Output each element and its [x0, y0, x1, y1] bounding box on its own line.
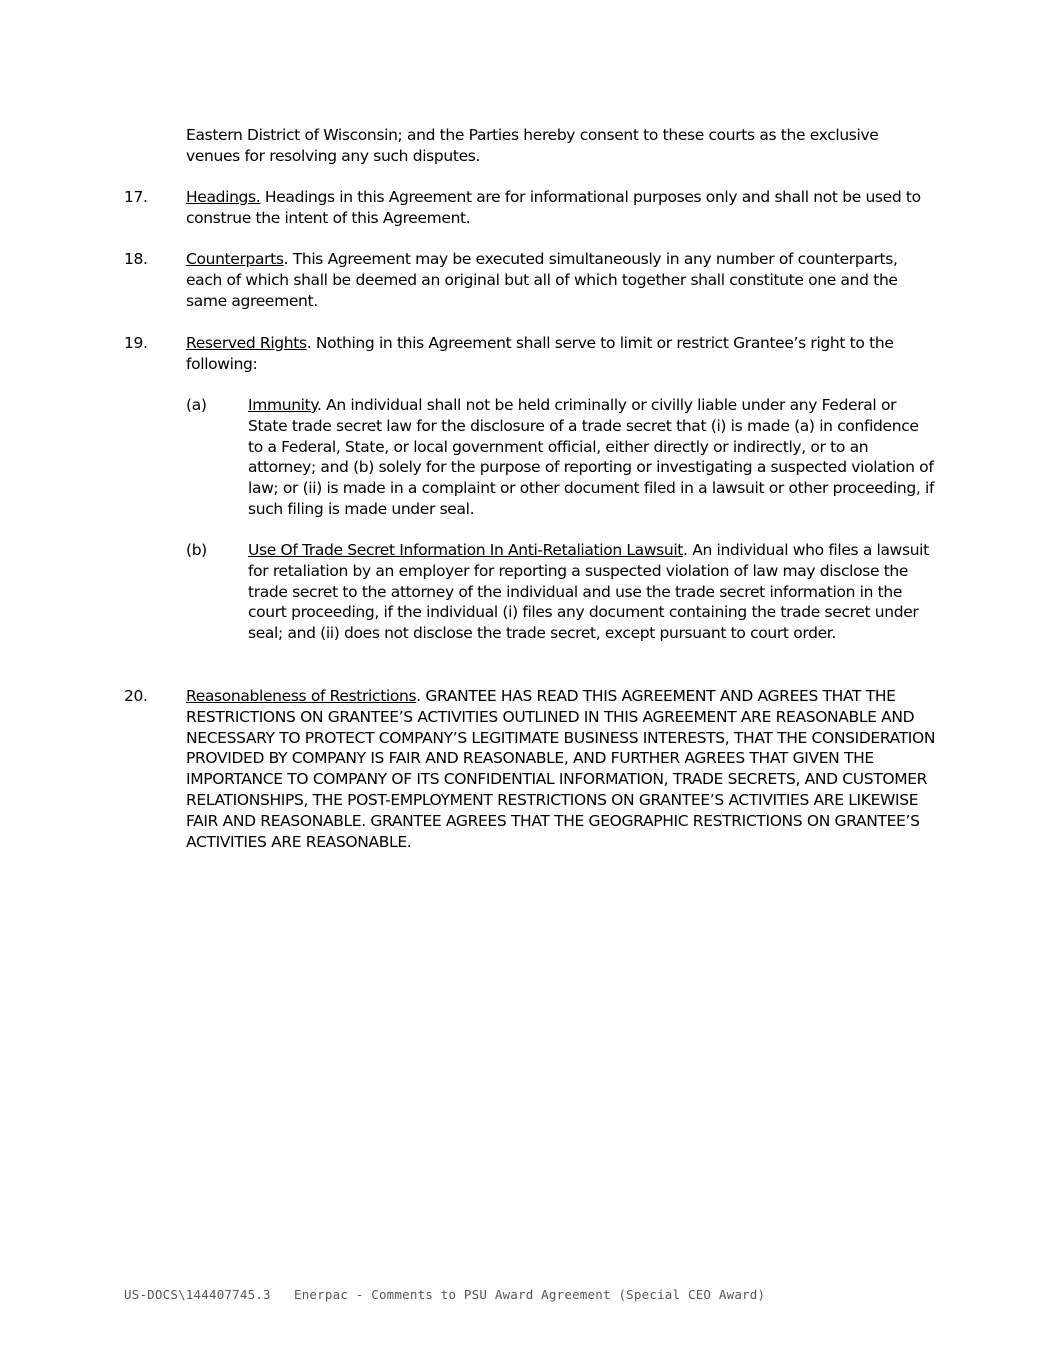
section-19-paragraph — [186, 333, 936, 375]
section-17-paragraph — [186, 187, 936, 229]
subsection-a-heading: Immunity — [248, 396, 317, 414]
section-18-heading: Counterparts — [186, 250, 284, 268]
section-20-heading: Reasonableness of Restrictions — [186, 687, 417, 705]
subsection-b-heading: Use Of Trade Secret Information In Anti-Retaliation Lawsuit — [248, 541, 684, 559]
section-18-paragraph — [186, 249, 936, 311]
section-19-body: . Nothing in this Agreement shall serve to limit or restrict Grantee’s right to the following: — [186, 334, 894, 373]
subsection-b-paragraph — [248, 540, 936, 644]
document-footer: US-DOCS\144407745.3 Enerpac - Comments to PSU Award Agreement (Special CEO Award) — [124, 1287, 766, 1302]
section-17-heading: Headings. — [186, 188, 261, 206]
intro-paragraph: Eastern District of Wisconsin; and the Parties hereby consent to these courts as the exclusive venues for resolving any such disputes. — [186, 126, 879, 165]
subsection-b-body: . An individual who files a lawsuit for retaliation by an employer for reporting a suspected violation of law may disclose the trade secret to the attorney of the individual and use the trade secret information in the court proceeding, if the individual (i) files any document containing the trade secret under seal; and (ii) does not disclose the trade secret, except pursuant to court order. — [248, 541, 929, 643]
section-18-number: 18. — [124, 250, 148, 268]
section-20-body: . GRANTEE HAS READ THIS AGREEMENT AND AGREES THAT THE RESTRICTIONS ON GRANTEE’S ACTIVITIES OUTLINED IN THIS AGREEMENT ARE REASONABLE AND NECESSARY TO PROTECT COMPANY’S LEGITIMATE BUSINESS INTERESTS, THAT THE CONSIDERATION PROVIDED BY COMPANY IS FAIR AND REASONABLE, AND FURTHER AGREES THAT GIVEN THE IMPORTANCE TO COMPANY OF ITS CONFIDENTIAL INFORMATION, TRADE SECRETS, AND CUSTOMER RELATIONSHIPS, THE POST-EMPLOYMENT RESTRICTIONS ON GRANTEE’S ACTIVITIES ARE LIKEWISE FAIR AND REASONABLE. GRANTEE AGREES THAT THE GEOGRAPHIC RESTRICTIONS ON GRANTEE’S ACTIVITIES ARE REASONABLE. — [186, 687, 936, 851]
section-17-body: Headings in this Agreement are for informational purposes only and shall not be used to construe the intent of this Agreement. — [186, 188, 921, 227]
section-19-heading: Reserved Rights — [186, 334, 307, 352]
section-20-paragraph — [186, 686, 936, 852]
subsection-b-label: (b) — [186, 541, 207, 559]
section-18-body: . This Agreement may be executed simultaneously in any number of counterparts, each of which shall be deemed an original but all of which together shall constitute one and the same agreement. — [186, 250, 898, 310]
subsection-a-paragraph — [248, 395, 936, 520]
subsection-a-label: (a) — [186, 396, 207, 414]
section-17-number: 17. — [124, 188, 148, 206]
section-19-number: 19. — [124, 334, 148, 352]
subsection-a-body: . An individual shall not be held criminally or civilly liable under any Federal or State trade secret law for the disclosure of a trade secret that (i) is made (a) in confidence to a Federal, State, or local government official, either directly or indirectly, or to an attorney; and (b) solely for the purpose of reporting or investigating a suspected violation of law; or (ii) is made in a complaint or other document filed in a lawsuit or other proceeding, if such filing is made under seal. — [248, 396, 935, 518]
section-20-number: 20. — [124, 687, 148, 705]
